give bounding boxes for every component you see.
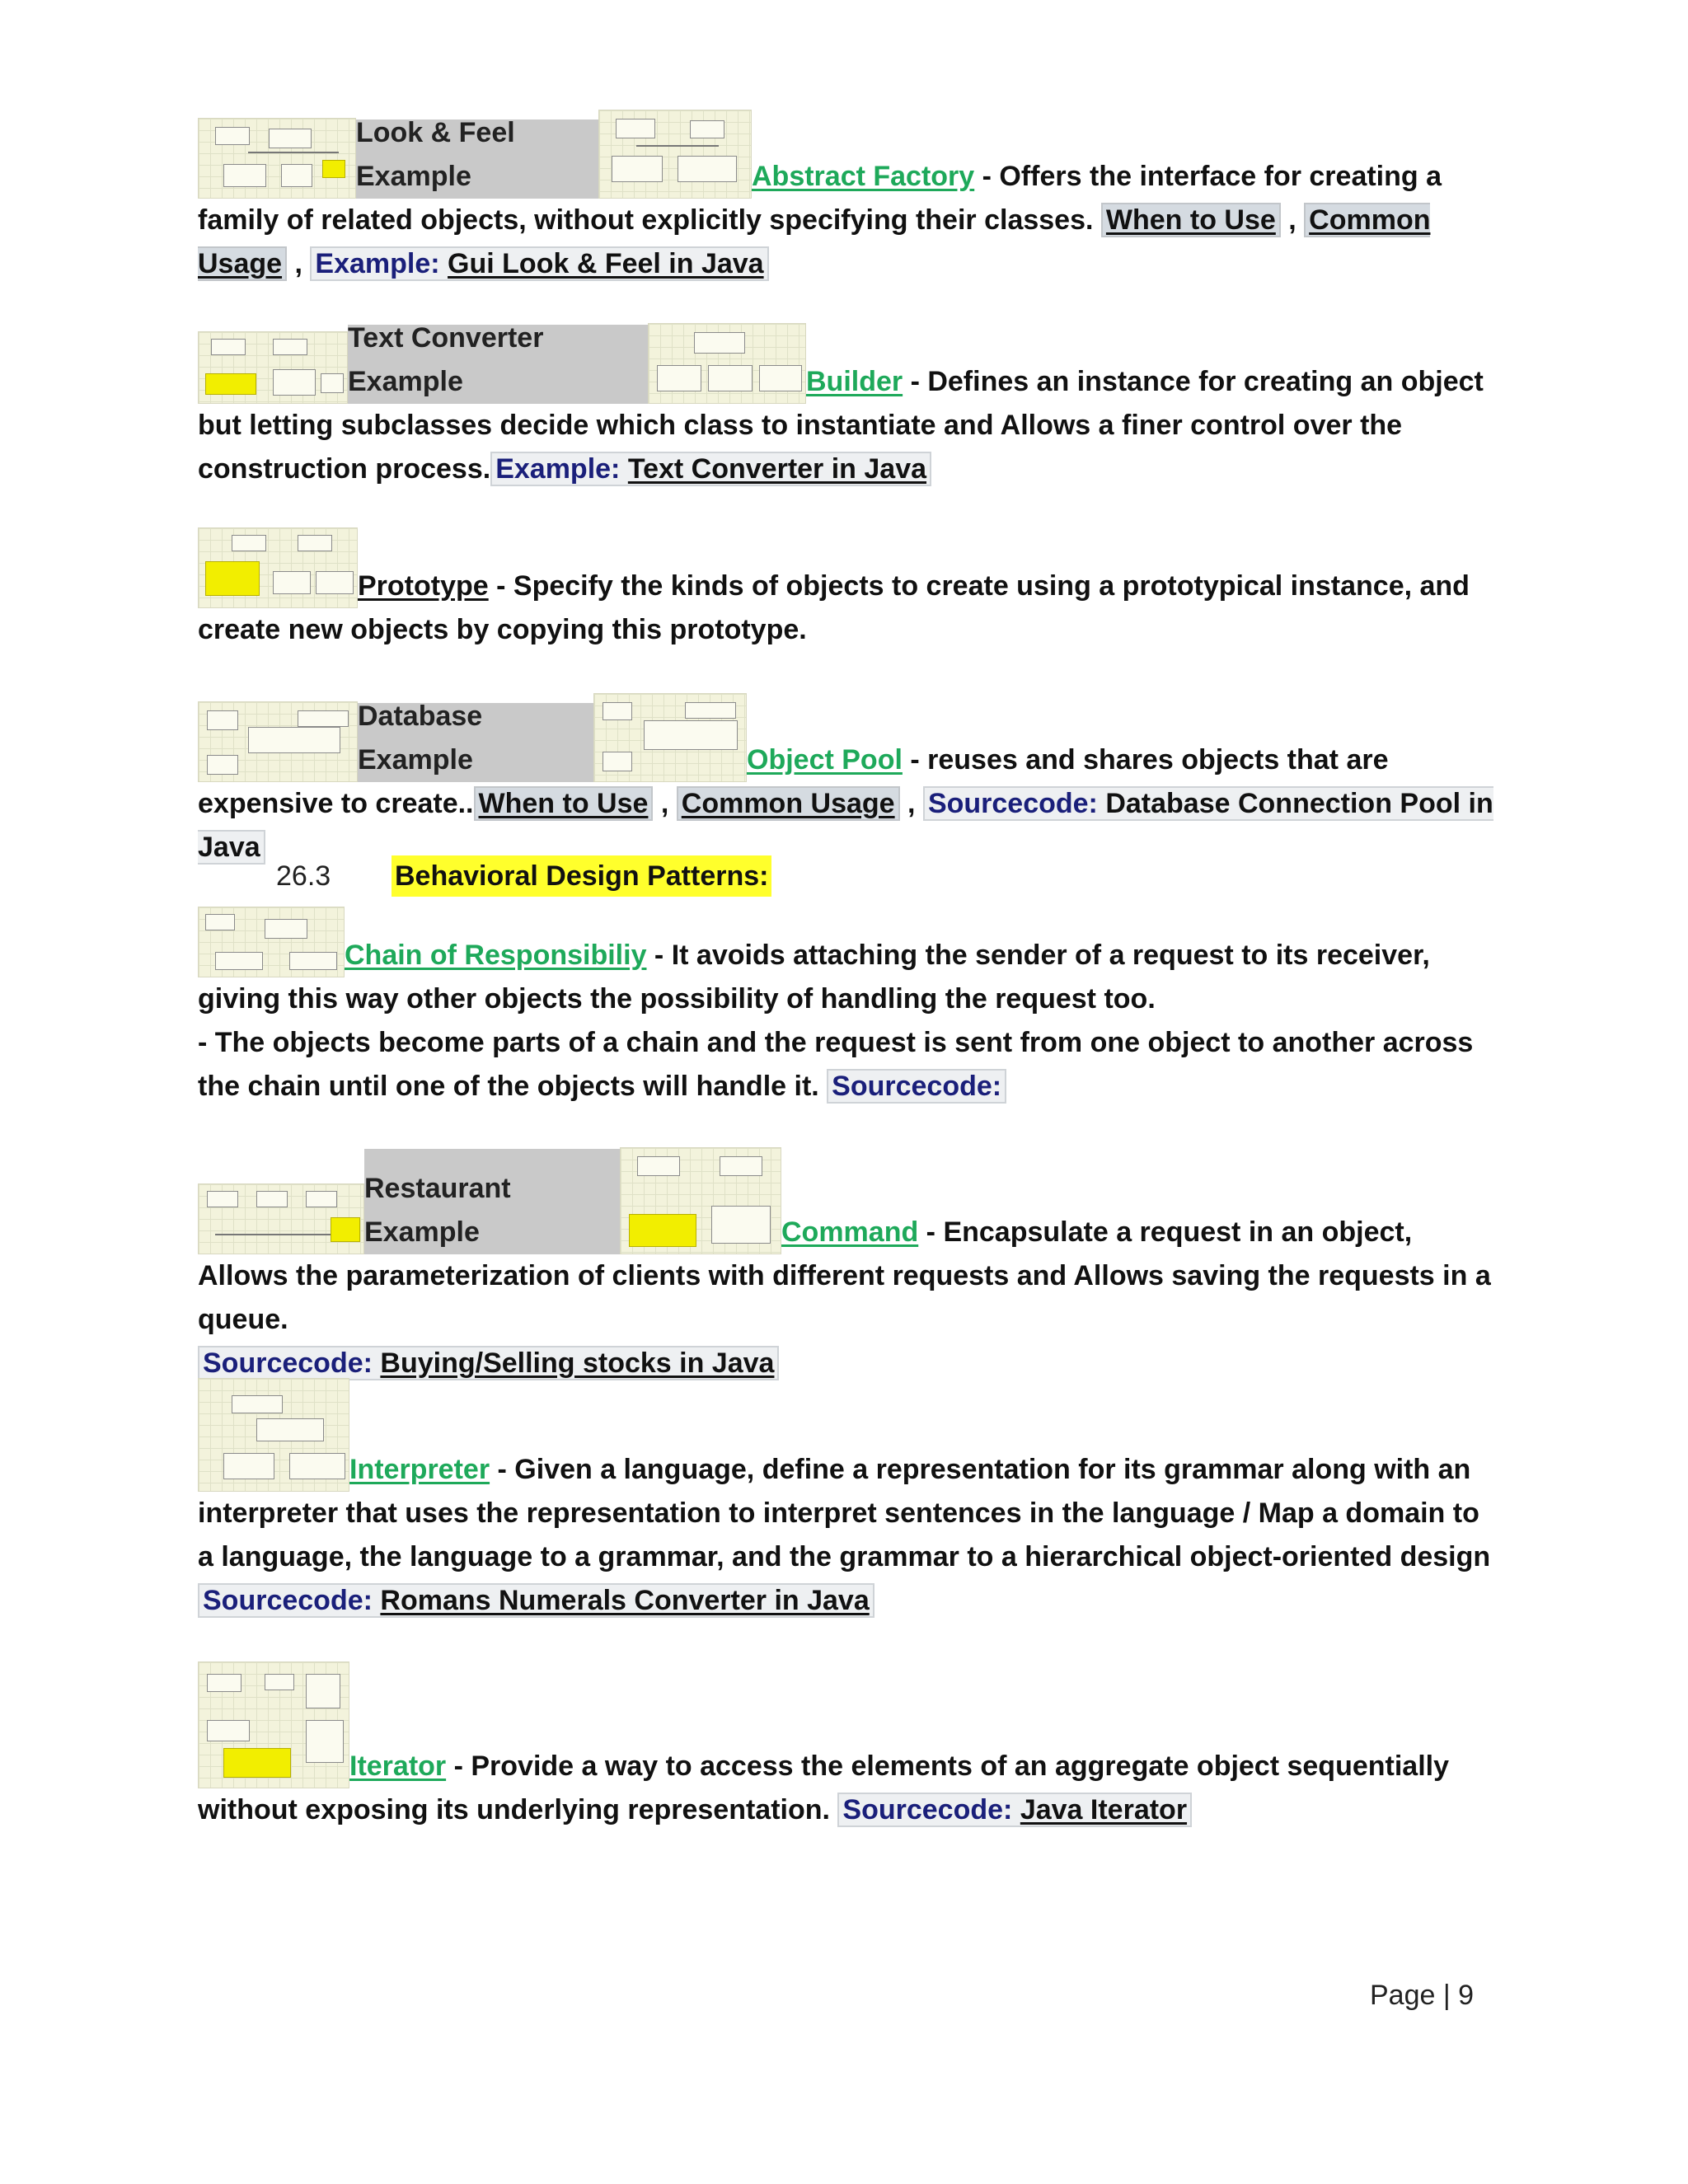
builder-link[interactable]: Builder (806, 366, 903, 397)
uml-thumbnail-builder[interactable] (648, 323, 806, 404)
object-pool-description: - reuses and shares objects that are expensive to create.. (198, 744, 1389, 819)
sourcecode-box (837, 1793, 1192, 1827)
roman-numerals-link[interactable]: Romans Numerals Converter in Java (380, 1585, 870, 1616)
prototype-link[interactable]: Prototype (358, 570, 489, 602)
common-usage-link[interactable]: Common Usage (677, 786, 900, 821)
abstract-factory-link[interactable]: Abstract Factory (752, 161, 975, 192)
example-label-box (358, 703, 593, 782)
uml-thumbnail-iterator[interactable] (198, 1661, 349, 1788)
entry-abstract-factory (198, 110, 1500, 286)
section-number: 26.3 (276, 860, 331, 892)
interpreter-description: - Given a language, define a representation for its grammar along with an interpreter that uses the representation to interpret sentences in the language / Map a domain to a language, the language to a grammar, and the grammar to a hierarchical object-oriented design (198, 1454, 1491, 1572)
section-heading (276, 855, 769, 897)
example-label: Look & Feel Example (356, 117, 515, 192)
uml-thumbnail-look-feel[interactable] (198, 118, 356, 199)
entry-interpreter (198, 1378, 1500, 1623)
sourcecode-prefix: Sourcecode: (203, 1347, 373, 1379)
sourcecode-box (827, 1069, 1006, 1104)
uml-thumbnail-command[interactable] (620, 1147, 781, 1254)
example-label: Database Example (358, 701, 483, 776)
sourcecode-prefix: Sourcecode: (927, 788, 1098, 819)
sourcecode-text: Database Connection Pool in Java (198, 788, 1493, 863)
abstract-factory-description: - Offers the interface for creating a family of related objects, without explicitly specifying their classes. (198, 161, 1442, 236)
uml-thumbnail-text-converter[interactable] (198, 331, 348, 404)
text-converter-link[interactable]: Text Converter in Java (627, 453, 927, 485)
uml-thumbnail-prototype[interactable] (198, 527, 358, 608)
example-label: Text Converter Example (348, 322, 544, 397)
prototype-description: - Specify the kinds of objects to create using a prototypical instance, and create new objects by copying this prototype. (198, 570, 1470, 645)
common-usage-link[interactable]: Common Usage (198, 204, 1431, 279)
example-box (310, 246, 768, 281)
uml-thumbnail-restaurant[interactable] (198, 1183, 364, 1254)
example-label-box (364, 1149, 620, 1254)
example-label: Restaurant Example (364, 1173, 511, 1248)
when-to-use-link[interactable]: When to Use (1101, 203, 1281, 237)
entry-builder (198, 323, 1500, 491)
separator: , (653, 788, 677, 819)
separator: , (899, 788, 923, 819)
iterator-description: - Provide a way to access the elements of an aggregate object sequentially without exposing its underlying representation. (198, 1750, 1450, 1825)
buying-selling-stocks-link[interactable]: Buying/Selling stocks in Java (380, 1347, 775, 1379)
entry-object-pool (198, 693, 1500, 869)
separator: , (287, 248, 311, 279)
chain-of-responsibility-link[interactable]: Chain of Responsibiliy (345, 940, 647, 971)
builder-description: - Defines an instance for creating an object but letting subclasses decide which class to instantiate and Allows a finer control over the construction process. (198, 366, 1484, 485)
uml-thumbnail-chain[interactable] (198, 907, 345, 977)
sourcecode-prefix: Sourcecode: (842, 1794, 1013, 1825)
example-prefix: Example: (315, 248, 440, 279)
entry-chain-of-responsibility (198, 907, 1500, 1108)
entry-iterator (198, 1661, 1500, 1832)
iterator-link[interactable]: Iterator (349, 1750, 447, 1782)
gui-look-feel-link[interactable]: Gui Look & Feel in Java (448, 248, 764, 279)
example-label-box (348, 322, 648, 404)
sourcecode-box (198, 1583, 874, 1618)
sourcecode-box (198, 1346, 779, 1380)
java-iterator-link[interactable]: Java Iterator (1020, 1794, 1188, 1825)
entry-command (198, 1147, 1500, 1385)
command-description: - Encapsulate a request in an object, Allows the parameterization of clients with different requests and Allows saving the requests in a queue. (198, 1216, 1491, 1335)
object-pool-link[interactable]: Object Pool (747, 744, 903, 776)
when-to-use-link[interactable]: When to Use (474, 786, 654, 821)
sourcecode-prefix: Sourcecode: (203, 1585, 373, 1616)
uml-thumbnail-object-pool[interactable] (593, 693, 747, 782)
uml-thumbnail-interpreter[interactable] (198, 1378, 349, 1492)
interpreter-link[interactable]: Interpreter (349, 1454, 490, 1485)
uml-thumbnail-database[interactable] (198, 701, 358, 782)
section-title: Behavioral Design Patterns: (392, 855, 771, 897)
chain-description: - It avoids attaching the sender of a request to its receiver, giving this way other objects the possibility of handling the request too. (198, 940, 1430, 1015)
chain-description-2: - The objects become parts of a chain and the request is sent from one object to another across the chain until one of the objects will handle it. (198, 1027, 1474, 1102)
separator: , (1280, 204, 1305, 236)
sourcecode-prefix: Sourcecode: (832, 1071, 1002, 1102)
entry-prototype (198, 527, 1500, 652)
example-box (490, 452, 931, 486)
uml-thumbnail-abstract-factory[interactable] (598, 110, 752, 199)
command-link[interactable]: Command (781, 1216, 919, 1248)
page-number: Page | 9 (1370, 1980, 1475, 2011)
example-label-box (356, 117, 598, 199)
example-prefix: Example: (495, 453, 621, 485)
